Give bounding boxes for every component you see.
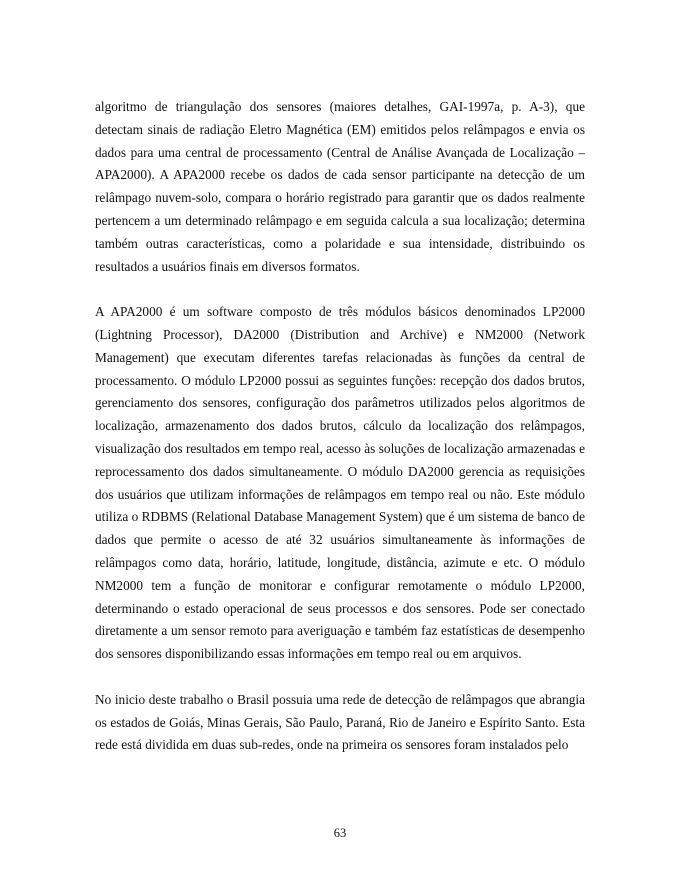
document-body xyxy=(95,96,585,757)
page-number: 63 xyxy=(333,826,347,840)
paragraph-sensor-triangulation: algoritmo de triangulação dos sensores (maiores detalhes, GAI-1997a, p. A-3), que detectam sinais de radiação Eletro Magnética (EM) emitidos pelos relâmpagos e envia os dados para uma central de processamento (Central de Análise Avançada de Localização – APA2000). A APA2000 recebe os dados de cada sensor participante na detecção de um relâmpago nuvem-solo, compara o horário registrado para garantir que os dados realmente pertencem a um determinado relâmpago e em seguida calcula a sua localização; determina também outras características, como a polaridade e sua intensidade, distribuindo os resultados a usuários finais em diversos formatos. xyxy=(95,99,585,274)
paragraph-brazil-network: No inicio deste trabalho o Brasil possuia uma rede de detecção de relâmpagos que abrangia os estados de Goiás, Minas Gerais, São Paulo, Paraná, Rio de Janeiro e Espírito Santo. Esta rede está dividida em duas sub-redes, onde na primeira os sensores foram instalados pelo xyxy=(95,691,585,753)
paragraph-apa2000-modules: A APA2000 é um software composto de três módulos básicos denominados LP2000 (Lightning Processor), DA2000 (Distribution and Archive) e NM2000 (Network Management) que executam diferentes tarefas relacionadas às funções da central de processamento. O módulo LP2000 possui as seguintes funções: recepção dos dados brutos, gerenciamento dos sensores, configuração dos parâmetros utilizados pelos algoritmos de localização, armazenamento dos dados brutos, cálculo da localização dos relâmpagos, visualização dos resultados em tempo real, acesso às soluções de localização armazenadas e reprocessamento dos dados simultaneamente. O módulo DA2000 gerencia as requisições dos usuários que utilizam informações de relâmpagos em tempo real ou não. Este módulo utiliza o RDBMS (Relational Database Management System) que é um sistema de banco de dados que permite o acesso de até 32 usuários simultaneamente às informações de relâmpagos como data, horário, latitude, longitude, distância, azimute e etc. O módulo NM2000 tem a função de monitorar e configurar remotamente o módulo LP2000, determinando o estado operacional de seus processos e dos sensores. Pode ser conectado diretamente a um sensor remoto para averiguação e também faz estatísticas de desempenho dos sensores disponibilizando essas informações em tempo real ou em arquivos. xyxy=(95,304,585,662)
